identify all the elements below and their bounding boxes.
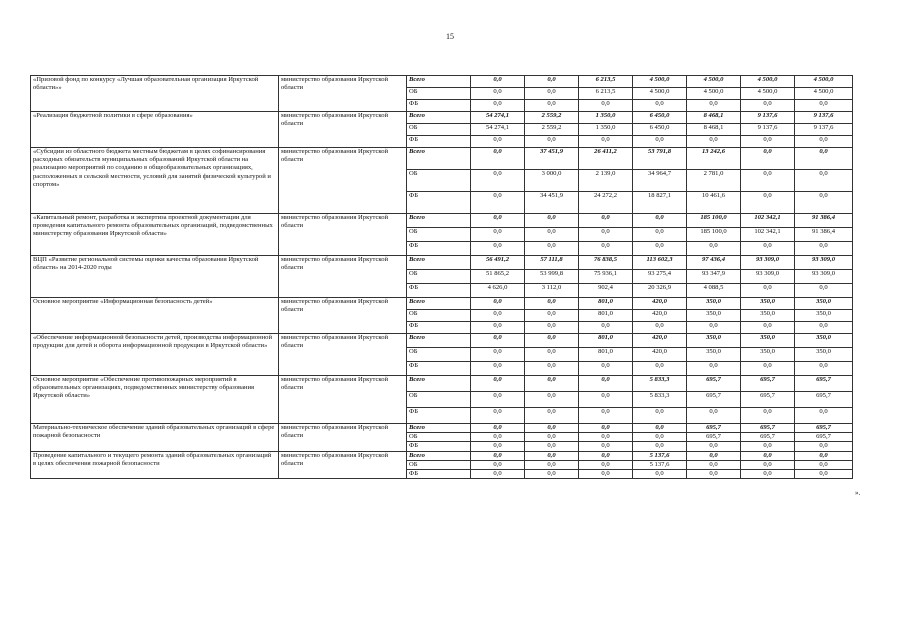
amount-cell: 4 500,0 xyxy=(795,88,853,100)
amount-cell: 0,0 xyxy=(471,376,525,392)
amount-cell: 0,0 xyxy=(525,310,579,322)
amount-cell: 0,0 xyxy=(741,322,795,334)
amount-cell: 0,0 xyxy=(471,470,525,479)
executor-cell: министерство образования Иркутской области xyxy=(279,112,407,148)
table-row xyxy=(31,256,853,270)
amount-cell: 113 602,3 xyxy=(633,256,687,270)
amount-cell: 350,0 xyxy=(741,334,795,348)
amount-cell: 0,0 xyxy=(471,76,525,88)
funding-source-cell: Всего xyxy=(407,376,471,392)
amount-cell: 0,0 xyxy=(471,88,525,100)
amount-cell: 350,0 xyxy=(687,310,741,322)
amount-cell: 801,0 xyxy=(579,334,633,348)
amount-cell: 4 500,0 xyxy=(687,88,741,100)
amount-cell: 56 491,2 xyxy=(471,256,525,270)
amount-cell: 0,0 xyxy=(687,242,741,256)
table-row xyxy=(31,376,853,392)
amount-cell: 4 500,0 xyxy=(633,76,687,88)
amount-cell: 695,7 xyxy=(687,392,741,408)
event-name-cell: «Обеспечение информационной безопасности детей, производства информационной продукции для детей и оборота информационной продукции в Иркутской области» xyxy=(31,334,279,376)
amount-cell: 4 500,0 xyxy=(741,76,795,88)
amount-cell: 0,0 xyxy=(741,100,795,112)
event-name-cell: Проведение капитального и текущего ремонта зданий образовательных организаций в целях обеспечения пожарной безопасности xyxy=(31,451,279,479)
table-row xyxy=(31,76,853,88)
amount-cell: 0,0 xyxy=(471,100,525,112)
amount-cell: 0,0 xyxy=(579,376,633,392)
amount-cell: 0,0 xyxy=(471,451,525,460)
amount-cell: 0,0 xyxy=(633,433,687,442)
funding-source-cell: ФБ xyxy=(407,362,471,376)
amount-cell: 0,0 xyxy=(741,408,795,424)
funding-source-cell: ФБ xyxy=(407,136,471,148)
funding-source-cell: Всего xyxy=(407,76,471,88)
amount-cell: 0,0 xyxy=(579,136,633,148)
amount-cell: 20 326,9 xyxy=(633,284,687,298)
amount-cell: 9 137,6 xyxy=(795,112,853,124)
amount-cell: 0,0 xyxy=(471,242,525,256)
amount-cell: 13 242,6 xyxy=(687,148,741,170)
table-row xyxy=(31,334,853,348)
amount-cell: 350,0 xyxy=(687,348,741,362)
amount-cell: 3 112,0 xyxy=(525,284,579,298)
amount-cell: 0,0 xyxy=(525,88,579,100)
amount-cell: 350,0 xyxy=(687,334,741,348)
funding-source-cell: ОБ xyxy=(407,460,471,469)
amount-cell: 0,0 xyxy=(525,298,579,310)
amount-cell: 4 500,0 xyxy=(741,88,795,100)
amount-cell: 0,0 xyxy=(579,214,633,228)
amount-cell: 0,0 xyxy=(579,433,633,442)
amount-cell: 801,0 xyxy=(579,298,633,310)
amount-cell: 0,0 xyxy=(633,242,687,256)
funding-source-cell: ФБ xyxy=(407,192,471,214)
amount-cell: 0,0 xyxy=(579,362,633,376)
amount-cell: 57 111,8 xyxy=(525,256,579,270)
executor-cell: министерство образования Иркутской области xyxy=(279,298,407,334)
funding-source-cell: Всего xyxy=(407,256,471,270)
amount-cell: 0,0 xyxy=(579,228,633,242)
amount-cell: 695,7 xyxy=(741,376,795,392)
amount-cell: 0,0 xyxy=(471,310,525,322)
event-name-cell: Основное мероприятие «Обеспечение противопожарных мероприятий в образовательных организациях, подведомственных министерству образования Иркутской области» xyxy=(31,376,279,424)
amount-cell: 97 436,4 xyxy=(687,256,741,270)
amount-cell: 0,0 xyxy=(795,322,853,334)
amount-cell: 0,0 xyxy=(687,470,741,479)
funding-source-cell: ФБ xyxy=(407,100,471,112)
amount-cell: 0,0 xyxy=(795,451,853,460)
amount-cell: 0,0 xyxy=(795,362,853,376)
amount-cell: 0,0 xyxy=(525,442,579,451)
amount-cell: 0,0 xyxy=(633,228,687,242)
amount-cell: 0,0 xyxy=(741,136,795,148)
amount-cell: 350,0 xyxy=(795,310,853,322)
amount-cell: 0,0 xyxy=(633,408,687,424)
funding-source-cell: ОБ xyxy=(407,392,471,408)
amount-cell: 8 468,1 xyxy=(687,124,741,136)
amount-cell: 0,0 xyxy=(633,214,687,228)
amount-cell: 420,0 xyxy=(633,310,687,322)
amount-cell: 3 000,0 xyxy=(525,170,579,192)
executor-cell: министерство образования Иркутской области xyxy=(279,214,407,256)
closing-quote-mark: ». xyxy=(855,489,861,497)
amount-cell: 1 350,0 xyxy=(579,112,633,124)
amount-cell: 801,0 xyxy=(579,348,633,362)
amount-cell: 0,0 xyxy=(633,442,687,451)
amount-cell: 0,0 xyxy=(471,214,525,228)
amount-cell: 0,0 xyxy=(525,362,579,376)
table-row xyxy=(31,451,853,460)
amount-cell: 801,0 xyxy=(579,310,633,322)
event-name-cell: «Призовой фонд по конкурсу «Лучшая образовательная организация Иркутской области»» xyxy=(31,76,279,112)
amount-cell: 0,0 xyxy=(525,470,579,479)
funding-source-cell: ОБ xyxy=(407,228,471,242)
amount-cell: 0,0 xyxy=(471,424,525,433)
amount-cell: 10 461,6 xyxy=(687,192,741,214)
amount-cell: 2 781,0 xyxy=(687,170,741,192)
amount-cell: 0,0 xyxy=(525,100,579,112)
amount-cell: 0,0 xyxy=(579,470,633,479)
amount-cell: 0,0 xyxy=(741,362,795,376)
funding-source-cell: ОБ xyxy=(407,433,471,442)
amount-cell: 0,0 xyxy=(795,470,853,479)
amount-cell: 0,0 xyxy=(525,460,579,469)
amount-cell: 0,0 xyxy=(525,408,579,424)
amount-cell: 5 137,6 xyxy=(633,451,687,460)
amount-cell: 76 838,5 xyxy=(579,256,633,270)
amount-cell: 0,0 xyxy=(579,408,633,424)
funding-source-cell: ФБ xyxy=(407,408,471,424)
event-name-cell: ВЦП «Развитие региональной системы оценки качества образования Иркутской области» на 2014-2020 годы xyxy=(31,256,279,298)
table-row xyxy=(31,112,853,124)
budget-table xyxy=(30,75,853,479)
table-row xyxy=(31,214,853,228)
amount-cell: 0,0 xyxy=(795,460,853,469)
amount-cell: 93 275,4 xyxy=(633,270,687,284)
amount-cell: 185 100,0 xyxy=(687,214,741,228)
amount-cell: 0,0 xyxy=(525,433,579,442)
amount-cell: 0,0 xyxy=(795,284,853,298)
amount-cell: 53 999,8 xyxy=(525,270,579,284)
amount-cell: 0,0 xyxy=(633,136,687,148)
amount-cell: 695,7 xyxy=(795,424,853,433)
funding-source-cell: Всего xyxy=(407,148,471,170)
amount-cell: 0,0 xyxy=(633,362,687,376)
amount-cell: 0,0 xyxy=(687,451,741,460)
amount-cell: 6 450,0 xyxy=(633,112,687,124)
amount-cell: 0,0 xyxy=(525,322,579,334)
amount-cell: 0,0 xyxy=(579,442,633,451)
funding-source-cell: Всего xyxy=(407,451,471,460)
amount-cell: 4 500,0 xyxy=(687,76,741,88)
amount-cell: 51 865,2 xyxy=(471,270,525,284)
amount-cell: 9 137,6 xyxy=(741,124,795,136)
amount-cell: 0,0 xyxy=(633,424,687,433)
amount-cell: 0,0 xyxy=(633,470,687,479)
event-name-cell: Материально-техническое обеспечение зданий образовательных организаций в сфере пожарной безопасности xyxy=(31,424,279,452)
amount-cell: 0,0 xyxy=(579,460,633,469)
funding-source-cell: Всего xyxy=(407,298,471,310)
amount-cell: 695,7 xyxy=(687,433,741,442)
amount-cell: 420,0 xyxy=(633,298,687,310)
amount-cell: 0,0 xyxy=(471,442,525,451)
amount-cell: 0,0 xyxy=(525,76,579,88)
amount-cell: 34 451,9 xyxy=(525,192,579,214)
amount-cell: 0,0 xyxy=(525,451,579,460)
amount-cell: 0,0 xyxy=(687,136,741,148)
amount-cell: 0,0 xyxy=(633,100,687,112)
amount-cell: 75 936,1 xyxy=(579,270,633,284)
amount-cell: 0,0 xyxy=(741,451,795,460)
amount-cell: 350,0 xyxy=(687,298,741,310)
funding-source-cell: ОБ xyxy=(407,170,471,192)
table-row xyxy=(31,424,853,433)
amount-cell: 695,7 xyxy=(741,424,795,433)
amount-cell: 695,7 xyxy=(795,392,853,408)
amount-cell: 0,0 xyxy=(471,136,525,148)
amount-cell: 5 833,3 xyxy=(633,392,687,408)
amount-cell: 93 309,0 xyxy=(741,270,795,284)
executor-cell: министерство образования Иркутской области xyxy=(279,376,407,424)
amount-cell: 420,0 xyxy=(633,348,687,362)
amount-cell: 0,0 xyxy=(795,442,853,451)
funding-source-cell: ФБ xyxy=(407,322,471,334)
amount-cell: 93 309,0 xyxy=(741,256,795,270)
amount-cell: 350,0 xyxy=(795,298,853,310)
amount-cell: 0,0 xyxy=(687,442,741,451)
amount-cell: 0,0 xyxy=(525,214,579,228)
executor-cell: министерство образования Иркутской области xyxy=(279,76,407,112)
amount-cell: 91 386,4 xyxy=(795,228,853,242)
amount-cell: 53 791,8 xyxy=(633,148,687,170)
amount-cell: 8 468,1 xyxy=(687,112,741,124)
amount-cell: 350,0 xyxy=(741,298,795,310)
funding-source-cell: Всего xyxy=(407,214,471,228)
amount-cell: 34 964,7 xyxy=(633,170,687,192)
executor-cell: министерство образования Иркутской области xyxy=(279,334,407,376)
amount-cell: 0,0 xyxy=(687,100,741,112)
amount-cell: 0,0 xyxy=(525,334,579,348)
amount-cell: 18 827,1 xyxy=(633,192,687,214)
amount-cell: 0,0 xyxy=(741,192,795,214)
funding-source-cell: ОБ xyxy=(407,124,471,136)
amount-cell: 695,7 xyxy=(687,376,741,392)
executor-cell: министерство образования Иркутской области xyxy=(279,424,407,452)
amount-cell: 0,0 xyxy=(525,228,579,242)
amount-cell: 0,0 xyxy=(795,242,853,256)
amount-cell: 93 347,9 xyxy=(687,270,741,284)
budget-table-body xyxy=(31,76,853,479)
funding-source-cell: ОБ xyxy=(407,88,471,100)
amount-cell: 0,0 xyxy=(525,348,579,362)
table-row xyxy=(31,298,853,310)
amount-cell: 695,7 xyxy=(795,433,853,442)
amount-cell: 0,0 xyxy=(579,100,633,112)
amount-cell: 695,7 xyxy=(795,376,853,392)
amount-cell: 93 309,0 xyxy=(795,256,853,270)
amount-cell: 0,0 xyxy=(525,242,579,256)
executor-cell: министерство образования Иркутской области xyxy=(279,256,407,298)
funding-source-cell: Всего xyxy=(407,334,471,348)
amount-cell: 185 100,0 xyxy=(687,228,741,242)
amount-cell: 0,0 xyxy=(741,242,795,256)
amount-cell: 91 386,4 xyxy=(795,214,853,228)
amount-cell: 0,0 xyxy=(471,362,525,376)
amount-cell: 0,0 xyxy=(795,100,853,112)
funding-source-cell: ФБ xyxy=(407,442,471,451)
amount-cell: 0,0 xyxy=(633,322,687,334)
amount-cell: 5 833,3 xyxy=(633,376,687,392)
amount-cell: 695,7 xyxy=(741,392,795,408)
amount-cell: 350,0 xyxy=(741,310,795,322)
event-name-cell: «Капитальный ремонт, разработка и экспертиза проектной документации для проведения капитального ремонта образовательных организаций, подведомственных министерству образования Иркутской области» xyxy=(31,214,279,256)
amount-cell: 902,4 xyxy=(579,284,633,298)
amount-cell: 4 500,0 xyxy=(795,76,853,88)
amount-cell: 0,0 xyxy=(579,451,633,460)
amount-cell: 0,0 xyxy=(687,408,741,424)
amount-cell: 9 137,6 xyxy=(795,124,853,136)
funding-source-cell: ФБ xyxy=(407,470,471,479)
amount-cell: 26 411,2 xyxy=(579,148,633,170)
amount-cell: 6 450,0 xyxy=(633,124,687,136)
event-name-cell: «Реализация бюджетной политики в сфере образования» xyxy=(31,112,279,148)
amount-cell: 0,0 xyxy=(471,392,525,408)
amount-cell: 0,0 xyxy=(471,334,525,348)
funding-source-cell: ОБ xyxy=(407,348,471,362)
event-name-cell: «Субсидии из областного бюджета местным бюджетам в целях софинансирования расходных обязательств муниципальных образований Иркутской области на реализацию мероприятий по созданию в общеобразовательных организациях, расположенных в сельской местности, условий для занятий физической культурой и спортом» xyxy=(31,148,279,214)
amount-cell: 24 272,2 xyxy=(579,192,633,214)
amount-cell: 350,0 xyxy=(741,348,795,362)
funding-source-cell: Всего xyxy=(407,424,471,433)
amount-cell: 0,0 xyxy=(741,460,795,469)
amount-cell: 0,0 xyxy=(687,460,741,469)
amount-cell: 102 342,1 xyxy=(741,214,795,228)
amount-cell: 2 559,2 xyxy=(525,112,579,124)
amount-cell: 54 274,1 xyxy=(471,112,525,124)
amount-cell: 0,0 xyxy=(741,148,795,170)
amount-cell: 0,0 xyxy=(471,348,525,362)
amount-cell: 0,0 xyxy=(795,136,853,148)
amount-cell: 37 451,9 xyxy=(525,148,579,170)
amount-cell: 54 274,1 xyxy=(471,124,525,136)
amount-cell: 0,0 xyxy=(741,470,795,479)
amount-cell: 6 213,5 xyxy=(579,76,633,88)
amount-cell: 0,0 xyxy=(795,192,853,214)
amount-cell: 0,0 xyxy=(687,362,741,376)
funding-source-cell: ОБ xyxy=(407,270,471,284)
amount-cell: 6 213,5 xyxy=(579,88,633,100)
amount-cell: 0,0 xyxy=(579,424,633,433)
amount-cell: 0,0 xyxy=(525,424,579,433)
amount-cell: 102 342,1 xyxy=(741,228,795,242)
amount-cell: 350,0 xyxy=(795,334,853,348)
event-name-cell: Основное мероприятие «Информационная безопасность детей» xyxy=(31,298,279,334)
amount-cell: 0,0 xyxy=(795,148,853,170)
amount-cell: 0,0 xyxy=(741,284,795,298)
amount-cell: 0,0 xyxy=(471,460,525,469)
amount-cell: 4 626,0 xyxy=(471,284,525,298)
amount-cell: 0,0 xyxy=(471,148,525,170)
amount-cell: 0,0 xyxy=(579,322,633,334)
amount-cell: 2 559,2 xyxy=(525,124,579,136)
amount-cell: 5 137,6 xyxy=(633,460,687,469)
amount-cell: 0,0 xyxy=(687,322,741,334)
funding-source-cell: ОБ xyxy=(407,310,471,322)
amount-cell: 0,0 xyxy=(471,322,525,334)
amount-cell: 695,7 xyxy=(687,424,741,433)
amount-cell: 0,0 xyxy=(795,408,853,424)
executor-cell: министерство образования Иркутской области xyxy=(279,451,407,479)
amount-cell: 350,0 xyxy=(795,348,853,362)
amount-cell: 0,0 xyxy=(525,392,579,408)
executor-cell: министерство образования Иркутской области xyxy=(279,148,407,214)
amount-cell: 93 309,0 xyxy=(795,270,853,284)
amount-cell: 0,0 xyxy=(471,170,525,192)
amount-cell: 0,0 xyxy=(471,192,525,214)
amount-cell: 0,0 xyxy=(795,170,853,192)
funding-source-cell: ФБ xyxy=(407,284,471,298)
amount-cell: 0,0 xyxy=(741,442,795,451)
amount-cell: 0,0 xyxy=(471,228,525,242)
amount-cell: 2 139,0 xyxy=(579,170,633,192)
amount-cell: 9 137,6 xyxy=(741,112,795,124)
amount-cell: 420,0 xyxy=(633,334,687,348)
amount-cell: 0,0 xyxy=(579,392,633,408)
amount-cell: 0,0 xyxy=(579,242,633,256)
amount-cell: 0,0 xyxy=(471,433,525,442)
funding-source-cell: ФБ xyxy=(407,242,471,256)
page-number: 15 xyxy=(446,32,454,41)
table-row xyxy=(31,148,853,170)
amount-cell: 1 350,0 xyxy=(579,124,633,136)
amount-cell: 4 088,5 xyxy=(687,284,741,298)
amount-cell: 0,0 xyxy=(471,408,525,424)
amount-cell: 0,0 xyxy=(741,170,795,192)
amount-cell: 0,0 xyxy=(471,298,525,310)
amount-cell: 0,0 xyxy=(525,376,579,392)
amount-cell: 0,0 xyxy=(525,136,579,148)
amount-cell: 4 500,0 xyxy=(633,88,687,100)
amount-cell: 695,7 xyxy=(741,433,795,442)
funding-source-cell: Всего xyxy=(407,112,471,124)
